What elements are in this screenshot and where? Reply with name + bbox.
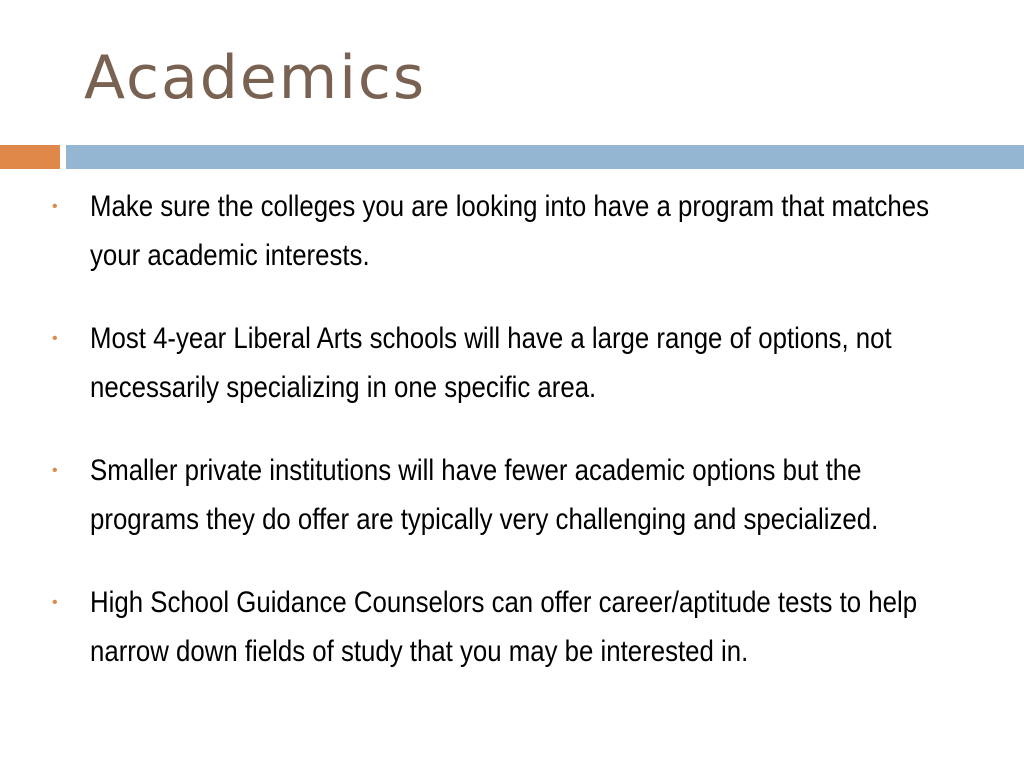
bullet-dot-icon: •	[52, 462, 58, 479]
accent-bar-orange	[0, 145, 60, 169]
bullet-text: Smaller private institutions will have fewer academic options but the programs they do offer are typically very challenging and specialized.	[90, 454, 879, 536]
bullet-text: High School Guidance Counselors can offer career/aptitude tests to help narrow down fields of study that you may be interested in.	[90, 586, 918, 668]
bullet-item	[52, 578, 952, 676]
slide-title: Academics	[84, 43, 427, 113]
bullet-text: Make sure the colleges you are looking into have a program that matches your academic interests.	[90, 190, 929, 272]
bullet-dot-icon: •	[52, 330, 58, 347]
bullet-item	[52, 182, 952, 280]
accent-bar-blue	[66, 145, 1024, 169]
bullet-item	[52, 314, 952, 412]
bullet-list	[52, 182, 952, 710]
bullet-dot-icon: •	[52, 594, 58, 611]
bullet-text: Most 4-year Liberal Arts schools will have a large range of options, not necessarily specializing in one specific area.	[90, 322, 892, 404]
bullet-dot-icon: •	[52, 198, 58, 215]
bullet-item	[52, 446, 952, 544]
